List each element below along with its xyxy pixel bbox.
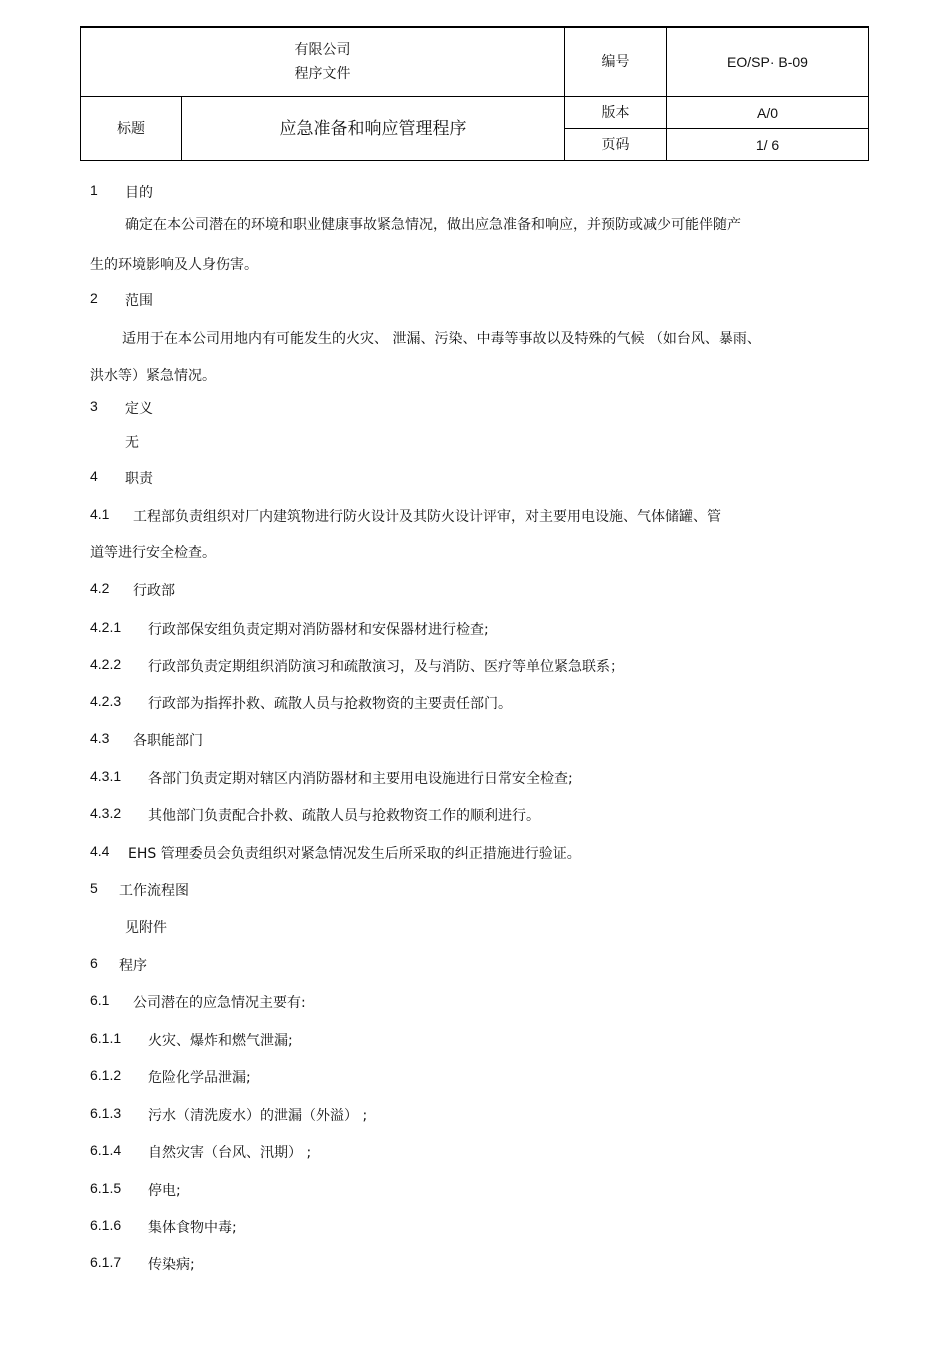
company-name: 有限公司 [294, 42, 351, 58]
paragraph-line: 无 [125, 435, 139, 451]
page-value: 1/ 6 [755, 136, 780, 153]
doc-title: 应急准备和响应管理程序 [279, 118, 467, 139]
paragraph-line: 道等进行安全检查。 [90, 545, 216, 561]
clause-number: 4.1 [90, 506, 110, 522]
clause-number: 4.2 [90, 580, 110, 596]
paragraph-line: 确定在本公司潜在的环境和职业健康事故紧急情况，做出应急准备和响应，并预防或减少可能伴随产 [125, 217, 741, 233]
doc-number: EO/SP· B-09 [727, 54, 808, 70]
clause-number: 6.1.2 [90, 1067, 122, 1083]
section-heading: 目的 [125, 185, 153, 201]
clause-text: 停电; [148, 1183, 181, 1199]
clause-number: 4.3.1 [90, 768, 122, 784]
clause-text: 集体食物中毒; [148, 1220, 237, 1236]
paragraph-line: 适用于在本公司用地内有可能发生的火灾、 泄漏、污染、中毒等事故以及特殊的气候 （如台风、暴雨、 [122, 331, 761, 347]
clause-text: 行政部保安组负责定期对消防器材和安保器材进行检查; [148, 622, 489, 638]
clause-text: 其他部门负责配合扑救、疏散人员与抢救物资工作的顺利进行。 [148, 808, 540, 824]
paragraph-line: 生的环境影响及人身伤害。 [90, 257, 258, 273]
section-number: 4 [90, 468, 98, 484]
clause-text: 行政部为指挥扑救、疏散人员与抢救物资的主要责任部门。 [148, 696, 512, 712]
page-label: 页码 [601, 136, 630, 153]
clause-text: 污水（清洗废水）的泄漏（外溢） ; [148, 1108, 368, 1124]
clause-number: 6.1.3 [90, 1105, 122, 1121]
title-label: 标题 [117, 120, 145, 137]
clause-text: 传染病; [148, 1257, 195, 1273]
paragraph-line: 洪水等）紧急情况。 [90, 368, 216, 384]
clause-text: 公司潜在的应急情况主要有: [133, 995, 306, 1011]
clause-number: 4.2.1 [90, 619, 122, 635]
section-heading: 职责 [125, 471, 153, 487]
table-border-bottom [80, 160, 869, 161]
clause-text: 行政部负责定期组织消防演习和疏散演习，及与消防、医疗等单位紧急联系； [148, 659, 624, 675]
clause-number: 6.1 [90, 992, 110, 1008]
section-number: 6 [90, 955, 98, 971]
clause-number: 6.1.7 [90, 1254, 122, 1270]
section-heading: 定义 [125, 401, 153, 417]
version-label: 版本 [601, 104, 630, 121]
clause-number: 6.1.1 [90, 1030, 122, 1046]
clause-number: 6.1.6 [90, 1217, 122, 1233]
clause-number: 4.4 [90, 843, 110, 859]
table-border-right [868, 26, 869, 161]
clause-text: EHS 管理委员会负责组织对紧急情况发生后所采取的纠正措施进行验证。 [128, 846, 581, 862]
section-heading: 工作流程图 [119, 883, 189, 899]
doc-type: 程序文件 [294, 66, 351, 82]
paragraph-line: 见附件 [125, 920, 167, 936]
company-cell [81, 28, 564, 96]
clause-number: 6.1.4 [90, 1142, 122, 1158]
clause-text: 行政部 [133, 583, 175, 599]
version-value: A/0 [756, 104, 778, 121]
section-number: 2 [90, 290, 98, 306]
clause-number: 4.2.2 [90, 656, 122, 672]
clause-number: 4.3 [90, 730, 110, 746]
clause-number: 4.3.2 [90, 805, 122, 821]
clause-text: 危险化学品泄漏; [148, 1070, 251, 1086]
section-number: 3 [90, 398, 98, 414]
section-number: 5 [90, 880, 98, 896]
section-heading: 范围 [125, 293, 153, 309]
clause-number: 6.1.5 [90, 1180, 122, 1196]
section-number: 1 [90, 182, 98, 198]
number-label: 编号 [601, 54, 630, 70]
clause-text: 火灾、爆炸和燃气泄漏; [148, 1033, 293, 1049]
clause-text: 各职能部门 [133, 733, 203, 749]
clause-text: 工程部负责组织对厂内建筑物进行防火设计及其防火设计评审，对主要用电设施、气体储罐、管 [133, 509, 721, 525]
clause-text: 各部门负责定期对辖区内消防器材和主要用电设施进行日常安全检查; [148, 771, 573, 787]
section-heading: 程序 [119, 958, 147, 974]
clause-number: 4.2.3 [90, 693, 122, 709]
clause-text: 自然灾害（台风、汛期） ; [148, 1145, 312, 1161]
